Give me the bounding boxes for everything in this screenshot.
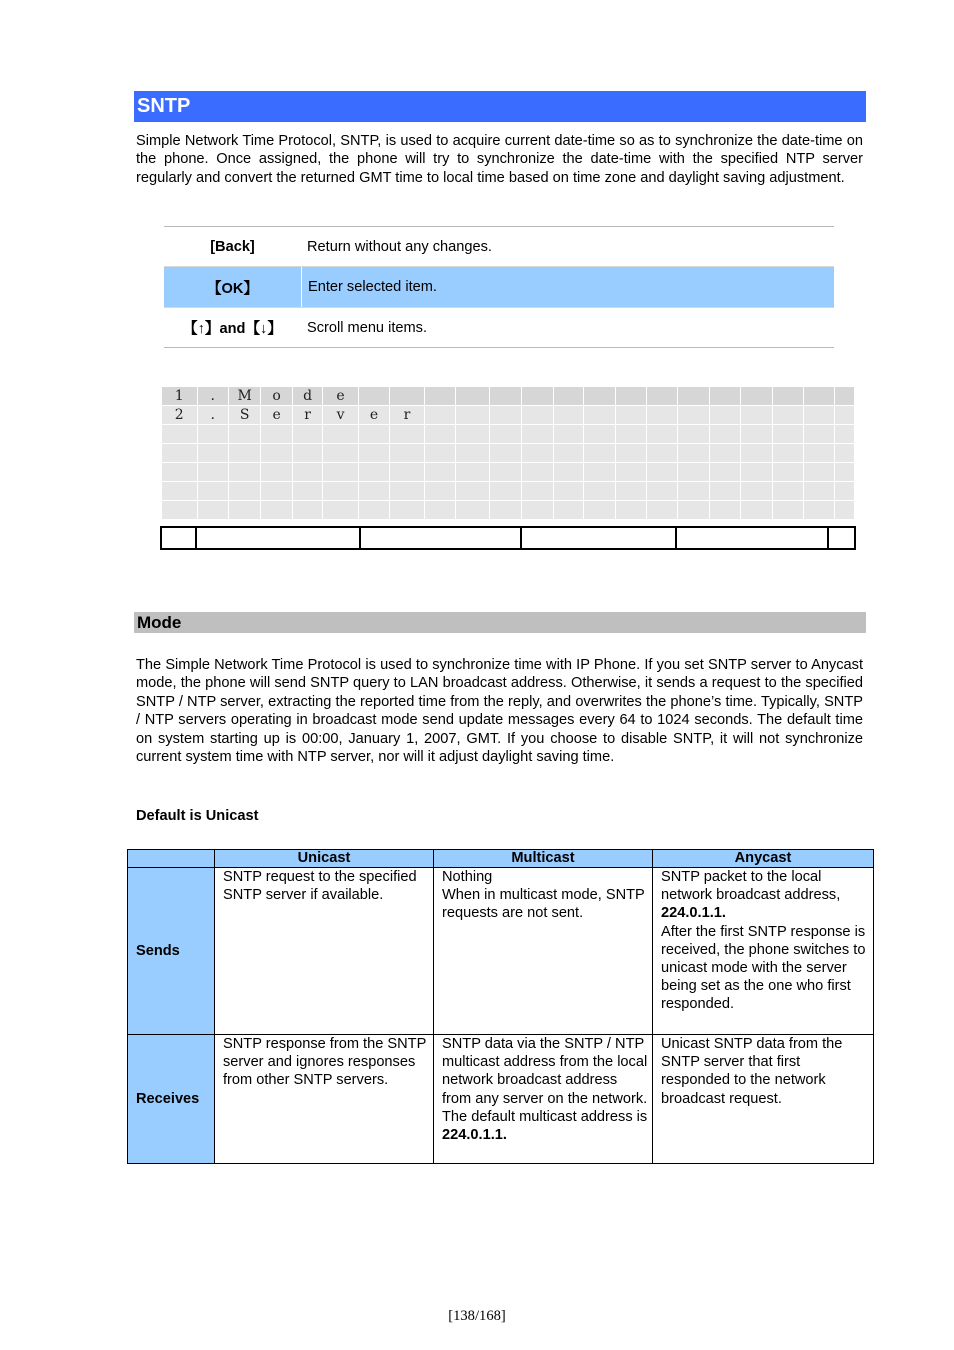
header-cell-unicast: Unicast — [215, 850, 434, 868]
table-row-receives — [128, 1035, 874, 1164]
lcd-row — [162, 482, 855, 501]
lcd-cell — [261, 425, 292, 444]
lcd-cell — [522, 444, 553, 463]
lcd-cell — [741, 444, 772, 463]
lcd-cell — [390, 425, 424, 444]
lcd-cell — [456, 444, 489, 463]
lcd-cell — [261, 482, 292, 501]
lcd-cell — [553, 444, 583, 463]
lcd-cell — [489, 425, 521, 444]
lcd-cell — [804, 501, 834, 520]
key-table — [164, 226, 834, 348]
lcd-cell — [741, 501, 772, 520]
lcd-cell — [489, 406, 521, 425]
lcd-cell — [489, 501, 521, 520]
lcd-cell — [646, 425, 677, 444]
lcd-cell — [358, 482, 389, 501]
lcd-cell — [709, 482, 740, 501]
row-label: Sends — [128, 868, 215, 1035]
lcd-cell — [678, 387, 709, 406]
lcd-cell — [261, 444, 292, 463]
lcd-cell — [772, 463, 803, 482]
key-description: Return without any changes. — [307, 238, 492, 255]
lcd-cell — [228, 425, 260, 444]
lcd-cell — [456, 387, 489, 406]
header-cell-multicast: Multicast — [434, 850, 653, 868]
subsection-header — [134, 612, 866, 633]
lcd-cell — [834, 406, 854, 425]
lcd-cell — [424, 444, 455, 463]
lcd-cell — [741, 425, 772, 444]
subsection-title: Mode — [137, 613, 182, 632]
cell-text: Nothing — [442, 869, 493, 885]
lcd-cell — [772, 444, 803, 463]
lcd-cell: r — [390, 406, 424, 425]
lcd-cell — [741, 463, 772, 482]
lcd-cell — [709, 425, 740, 444]
lcd-cell — [678, 463, 709, 482]
lcd-cell — [834, 387, 854, 406]
lcd-cell — [804, 482, 834, 501]
lcd-cell — [834, 501, 854, 520]
lcd-cell — [646, 482, 677, 501]
cell-text: When in multicast mode, SNTP requests are not sent. — [442, 887, 645, 922]
softkey-slot — [197, 528, 361, 548]
lcd-cell — [741, 406, 772, 425]
key-label: 【OK】 — [206, 280, 259, 297]
lcd-cell — [772, 482, 803, 501]
lcd-cell: 1 — [162, 387, 198, 406]
lcd-cell — [616, 444, 646, 463]
lcd-cell: . — [197, 387, 228, 406]
lcd-cell — [228, 444, 260, 463]
lcd-cell — [489, 444, 521, 463]
lcd-cell — [292, 501, 322, 520]
lcd-cell — [584, 387, 616, 406]
lcd-cell — [424, 463, 455, 482]
lcd-cell — [584, 444, 616, 463]
lcd-cell — [553, 387, 583, 406]
lcd-cell — [584, 482, 616, 501]
lcd-cell — [646, 387, 677, 406]
lcd-cell — [197, 501, 228, 520]
lcd-cell — [709, 444, 740, 463]
lcd-cell — [772, 501, 803, 520]
lcd-cell — [323, 501, 359, 520]
softkey-bar — [160, 526, 856, 550]
cell-multicast — [434, 868, 653, 1035]
cell-text: The default multicast address is — [442, 1108, 648, 1125]
lcd-cell — [678, 406, 709, 425]
lcd-cell — [424, 501, 455, 520]
lcd-cell — [162, 444, 198, 463]
lcd-row — [162, 444, 855, 463]
lcd-cell — [646, 501, 677, 520]
lcd-cell — [522, 425, 553, 444]
lcd-cell — [804, 406, 834, 425]
lcd-cell: v — [323, 406, 359, 425]
lcd-cell — [616, 501, 646, 520]
lcd-row — [162, 425, 855, 444]
lcd-cell — [678, 482, 709, 501]
lcd-cell: e — [261, 406, 292, 425]
lcd-cell — [261, 501, 292, 520]
lcd-cell — [261, 463, 292, 482]
lcd-cell — [772, 387, 803, 406]
lcd-cell — [292, 425, 322, 444]
lcd-cell — [584, 463, 616, 482]
lcd-cell — [834, 425, 854, 444]
lcd-cell — [456, 425, 489, 444]
lcd-cell — [358, 425, 389, 444]
cell-anycast: Unicast SNTP data from the SNTP server that first responded to the network broadcast request. — [653, 1035, 874, 1164]
lcd-cell — [489, 463, 521, 482]
lcd-cell — [616, 482, 646, 501]
lcd-cell: S — [228, 406, 260, 425]
lcd-cell — [834, 482, 854, 501]
lcd-cell — [522, 463, 553, 482]
lcd-cell — [741, 387, 772, 406]
lcd-cell — [489, 482, 521, 501]
key-label: [Back] — [210, 238, 255, 255]
lcd-cell — [834, 444, 854, 463]
cell-unicast: SNTP response from the SNTP server and ignores responses from other SNTP servers. — [215, 1035, 434, 1164]
softkey-slot — [162, 528, 197, 548]
lcd-cell — [390, 463, 424, 482]
lcd-cell — [584, 501, 616, 520]
lcd-cell — [228, 482, 260, 501]
lcd-cell: M — [228, 387, 260, 406]
lcd-cell: e — [323, 387, 359, 406]
lcd-cell — [678, 444, 709, 463]
lcd-cell: 2 — [162, 406, 198, 425]
page-number: [138/168] — [448, 1308, 506, 1324]
softkey-slot — [677, 528, 829, 548]
header-cell-anycast: Anycast — [653, 850, 874, 868]
key-label: 【↑】and【↓】 — [183, 321, 282, 337]
lcd-cell — [646, 444, 677, 463]
lcd-row — [162, 463, 855, 482]
lcd-cell — [292, 444, 322, 463]
lcd-cell: o — [261, 387, 292, 406]
lcd-cell — [616, 463, 646, 482]
lcd-cell — [584, 425, 616, 444]
lcd-cell — [197, 425, 228, 444]
lcd-cell — [390, 482, 424, 501]
lcd-cell — [390, 444, 424, 463]
lcd-cell — [358, 501, 389, 520]
section-header — [134, 91, 866, 122]
lcd-cell — [197, 463, 228, 482]
table-header-row — [128, 850, 874, 868]
lcd-cell — [646, 406, 677, 425]
lcd-screen — [161, 386, 855, 520]
lcd-cell — [709, 463, 740, 482]
lcd-cell — [709, 406, 740, 425]
lcd-cell — [162, 425, 198, 444]
lcd-cell — [197, 444, 228, 463]
lcd-cell — [323, 482, 359, 501]
lcd-cell — [522, 482, 553, 501]
lcd-cell — [323, 425, 359, 444]
lcd-cell — [424, 482, 455, 501]
lcd-cell: d — [292, 387, 322, 406]
lcd-cell — [709, 387, 740, 406]
lcd-cell — [616, 425, 646, 444]
lcd-cell — [424, 425, 455, 444]
lcd-cell — [834, 463, 854, 482]
lcd-cell — [390, 501, 424, 520]
lcd-cell — [804, 387, 834, 406]
multicast-address: 224.0.1.1. — [661, 905, 726, 922]
softkey-slot — [522, 528, 677, 548]
lcd-cell — [197, 482, 228, 501]
lcd-cell — [553, 482, 583, 501]
lcd-cell — [424, 406, 455, 425]
lcd-cell — [292, 482, 322, 501]
lcd-row — [162, 406, 855, 425]
cell-text: SNTP packet to the local network broadcast address, — [661, 869, 841, 904]
lcd-cell — [489, 387, 521, 406]
header-cell — [128, 850, 215, 868]
mode-paragraph: The Simple Network Time Protocol is used to synchronize time with IP Phone. If you set SNTP server to Anycast mode, the phone will send SNTP query to LAN broadcast address. Otherwise, it sends a request to the specified SNTP / NTP server, extracting the reported time from the reply, and overwrites the phone’s time. Typically, SNTP / NTP servers operating in broadcast mode send update messages every 64 to 1024 seconds. The default time on system starting up is 00:00, January 1, 2007, GMT. If you choose to disable SNTP, it will not synchronize current system time with NTP server, nor will it adjust daylight saving time. — [136, 657, 863, 766]
lcd-cell — [358, 387, 389, 406]
lcd-cell — [553, 463, 583, 482]
mode-comparison-table — [127, 849, 874, 1164]
softkey-slot — [829, 528, 854, 548]
lcd-cell — [709, 501, 740, 520]
key-row-ok — [164, 267, 834, 308]
lcd-cell — [616, 387, 646, 406]
lcd-cell: e — [358, 406, 389, 425]
lcd-cell — [162, 463, 198, 482]
key-row-scroll — [164, 308, 834, 348]
key-row-back — [164, 227, 834, 267]
lcd-cell — [162, 482, 198, 501]
lcd-cell — [323, 444, 359, 463]
cell-text: SNTP data via the SNTP / NTP multicast address from the local network broadcast address from any server on the network. — [442, 1036, 648, 1107]
lcd-cell — [522, 501, 553, 520]
lcd-cell — [456, 482, 489, 501]
lcd-cell — [292, 463, 322, 482]
lcd-cell — [772, 425, 803, 444]
row-label: Receives — [128, 1035, 215, 1164]
section-title: SNTP — [137, 95, 191, 117]
lcd-cell — [584, 406, 616, 425]
lcd-cell — [390, 387, 424, 406]
lcd-cell — [804, 444, 834, 463]
lcd-cell — [804, 425, 834, 444]
lcd-cell — [772, 406, 803, 425]
lcd-cell — [678, 425, 709, 444]
multicast-address: 224.0.1.1. — [442, 1127, 507, 1144]
lcd-cell — [553, 406, 583, 425]
cell-unicast: SNTP request to the specified SNTP server if available. — [215, 868, 434, 1035]
lcd-cell: r — [292, 406, 322, 425]
cell-anycast — [653, 868, 874, 1035]
lcd-cell — [162, 501, 198, 520]
lcd-cell — [522, 387, 553, 406]
cell-text: After the first SNTP response is received, the phone switches to unicast mode with the server being set as the one who first responded. — [661, 923, 866, 1013]
lcd-cell — [456, 501, 489, 520]
lcd-cell — [456, 406, 489, 425]
table-row-sends — [128, 868, 874, 1035]
lcd-cell — [358, 463, 389, 482]
key-description: Enter selected item. — [301, 267, 834, 307]
lcd-cell — [646, 463, 677, 482]
lcd-cell — [323, 463, 359, 482]
lcd-cell — [424, 387, 455, 406]
lcd-cell — [522, 406, 553, 425]
lcd-cell — [553, 501, 583, 520]
lcd-row — [162, 501, 855, 520]
lcd-cell — [804, 463, 834, 482]
lcd-cell — [228, 501, 260, 520]
lcd-row — [162, 387, 855, 406]
cell-multicast — [434, 1035, 653, 1164]
lcd-cell — [741, 482, 772, 501]
lcd-cell — [456, 463, 489, 482]
intro-paragraph: Simple Network Time Protocol, SNTP, is used to acquire current date-time so as to synchronize the date-time on the phone. Once assigned, the phone will try to synchronize the date-time with the specified NTP server regularly and convert the returned GMT time to local time based on time zone and daylight saving adjustment. — [136, 133, 863, 186]
softkey-slot — [361, 528, 522, 548]
lcd-cell — [358, 444, 389, 463]
key-description: Scroll menu items. — [307, 319, 428, 336]
lcd-cell: . — [197, 406, 228, 425]
lcd-cell — [228, 463, 260, 482]
lcd-cell — [678, 501, 709, 520]
default-mode-note: Default is Unicast — [136, 808, 259, 824]
lcd-cell — [553, 425, 583, 444]
lcd-cell — [616, 406, 646, 425]
